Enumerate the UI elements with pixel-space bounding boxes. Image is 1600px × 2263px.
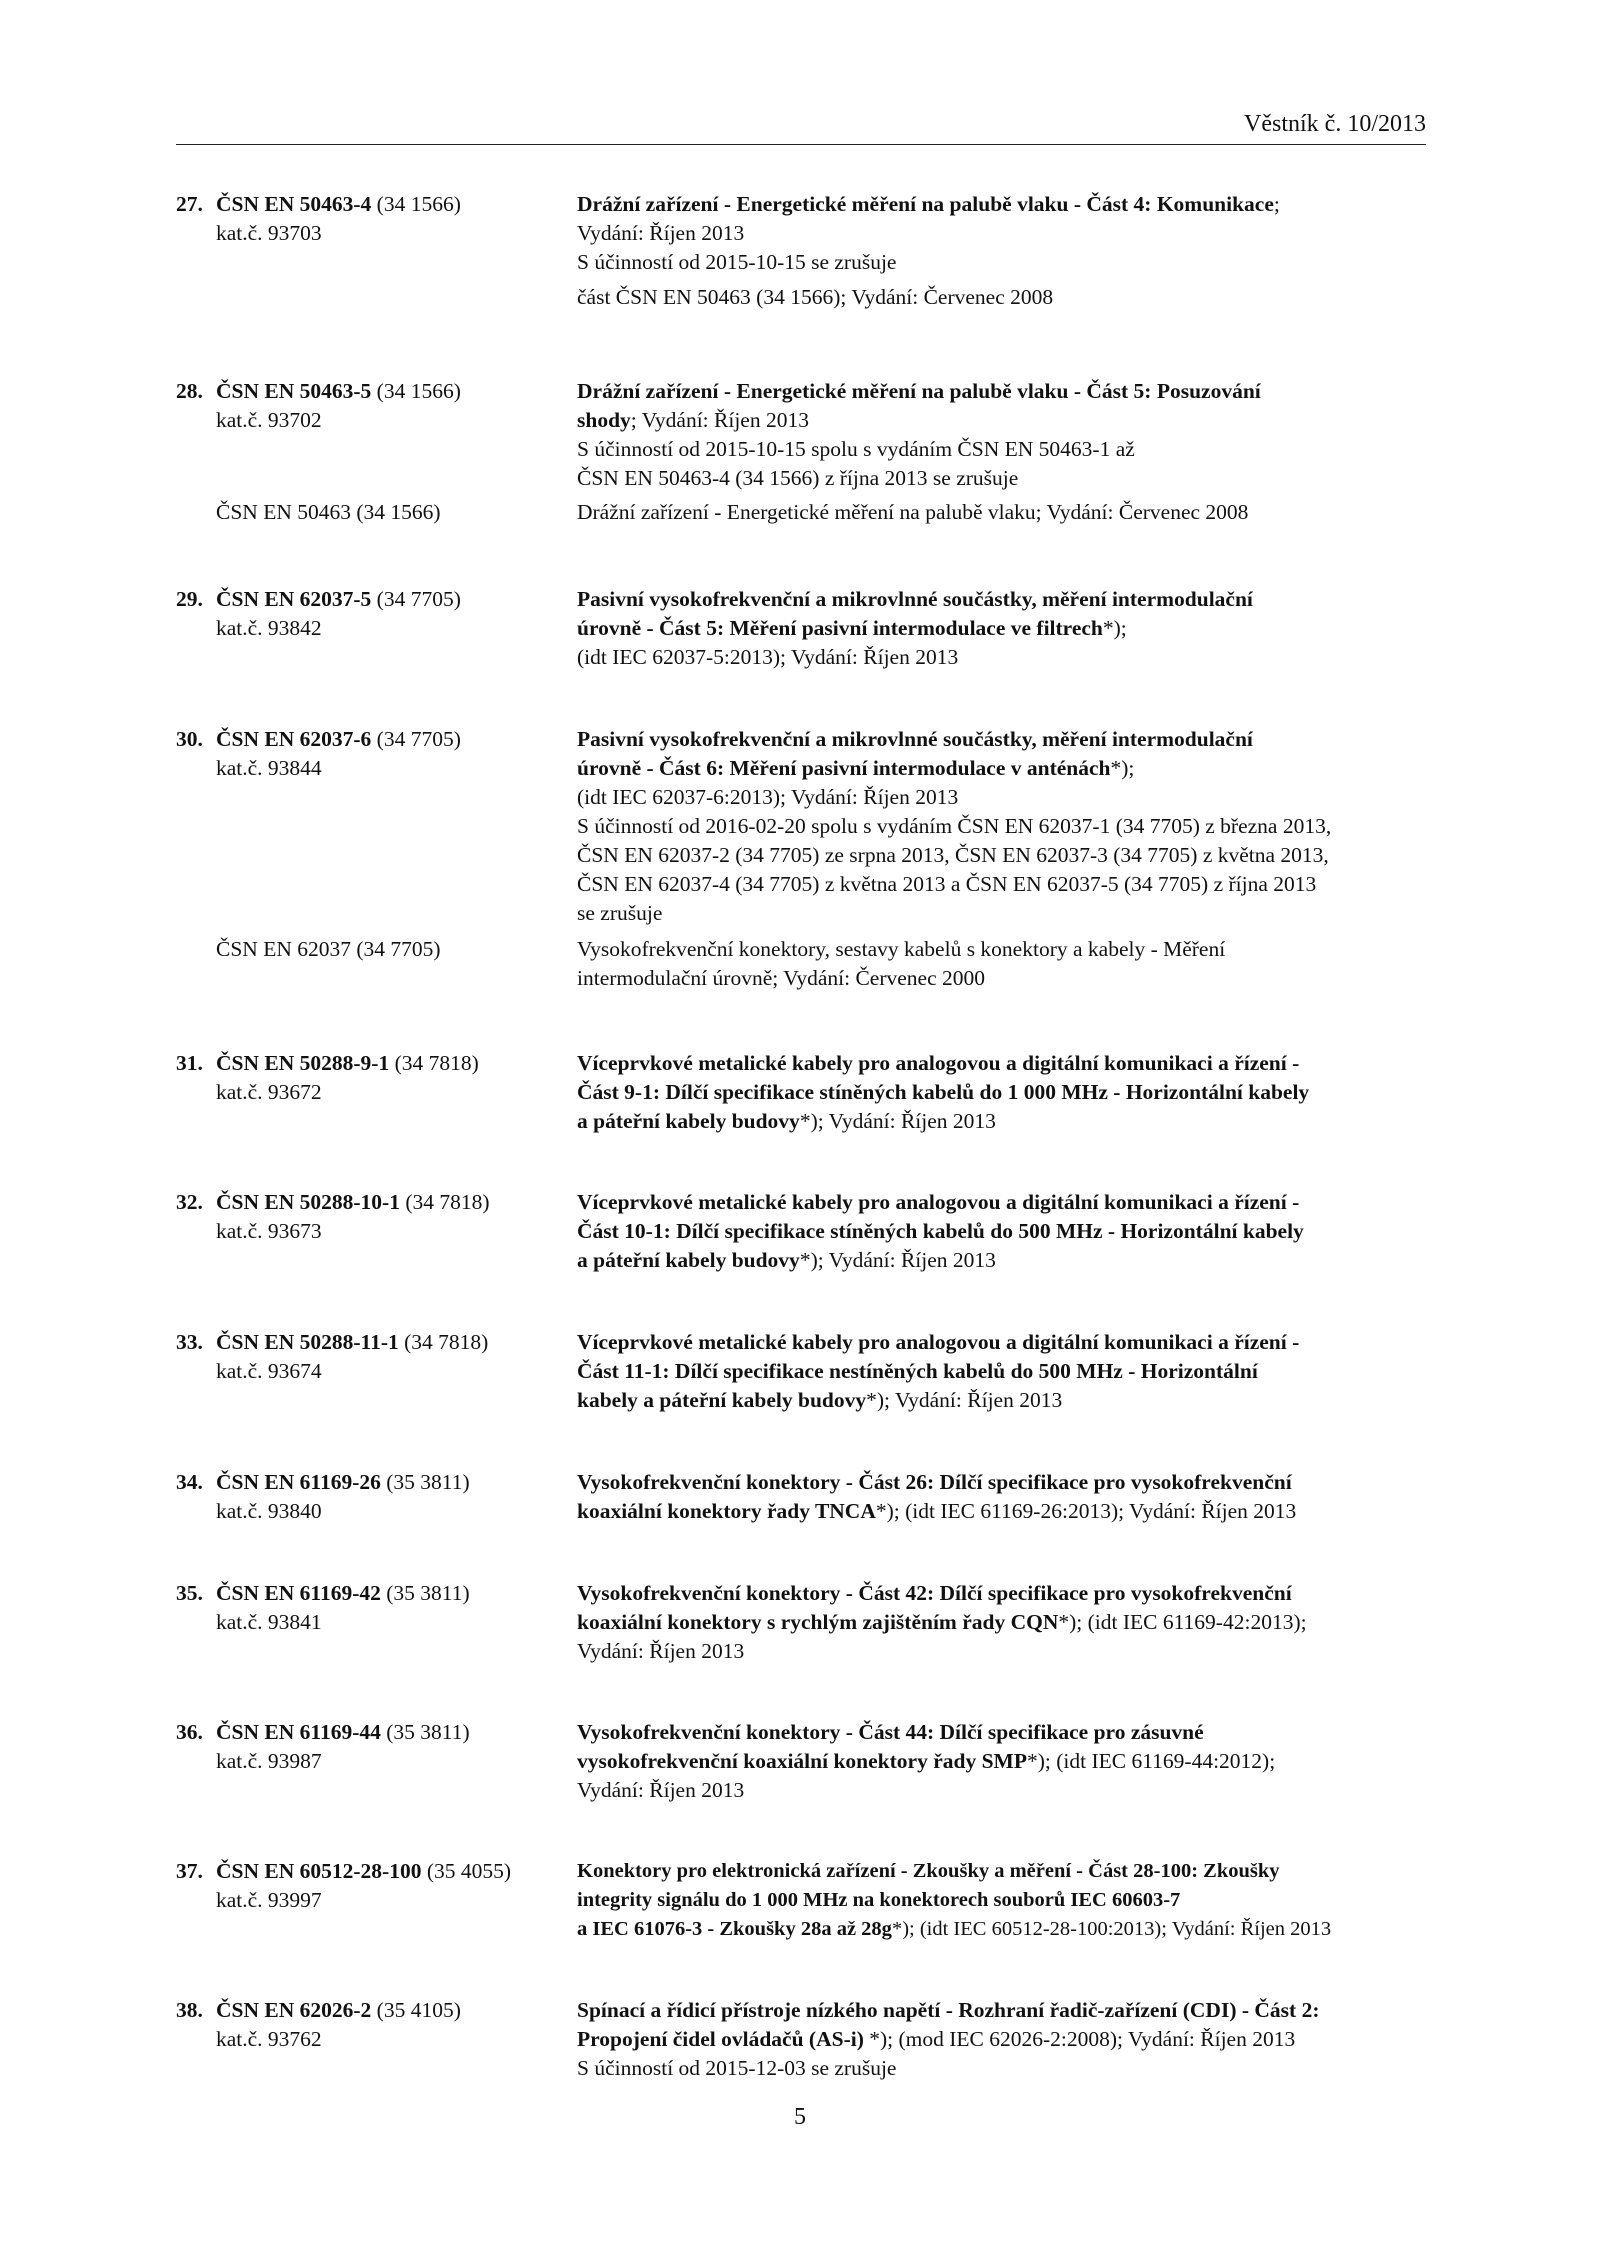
standard-description: Konektory pro elektronická zařízení - Zkoušky a měření - Část 28-100: Zkoušky integrity signálu do 1 000 MHz na konektorech souborů IEC 60603-7 a IEC 61076-3 - Zkoušky 28a až 28g*); (idt IEC 60512-28-100:2013); Vydání: Říjen 2013 (577, 1860, 1332, 1940)
standard-class: (35 3811) (386, 1720, 470, 1744)
standard-description: Pasivní vysokofrekvenční a mikrovlnné součástky, měření intermodulační úrovně - Část 5: Měření pasivní intermodulace ve filtrech*); (idt IEC 62037-5:2013); Vydání: Říjen 2013 (577, 587, 1253, 669)
catalog-number: kat.č. 93840 (216, 1499, 322, 1523)
standard-description: Vysokofrekvenční konektory - Část 44: Dílčí specifikace pro zásuvné vysokofrekvenční koaxiální konektory řady SMP*); (idt IEC 61169-44:2012); Vydání: Říjen 2013 (577, 1720, 1276, 1802)
catalog-number: kat.č. 93673 (216, 1219, 322, 1243)
standard-class: (34 7818) (394, 1051, 479, 1075)
standard-description: Víceprvkové metalické kabely pro analogovou a digitální komunikaci a řízení - Část 9-1: Dílčí specifikace stíněných kabelů do 1 000 MHz - Horizontální kabely a páteřní kabely budovy*); Vydání: Říjen 2013 (577, 1051, 1310, 1133)
standard-id: 35. ČSN EN 61169-42 (35 3811) kat.č. 93841 (176, 1579, 576, 1637)
catalog-number: kat.č. 93674 (216, 1359, 322, 1383)
standard-id: 37. ČSN EN 60512-28-100 (35 4055) kat.č. 93997 (176, 1857, 576, 1915)
standard-description: Víceprvkové metalické kabely pro analogovou a digitální komunikaci a řízení - Část 11-1: Dílčí specifikace nestíněných kabelů do 500 MHz - Horizontální kabely a páteřní kabely budovy*); Vydání: Říjen 2013 (577, 1330, 1300, 1412)
catalog-number: kat.č. 93844 (216, 756, 322, 780)
standard-code: ČSN EN 61169-44 (216, 1720, 381, 1744)
standard-description: Víceprvkové metalické kabely pro analogovou a digitální komunikaci a řízení - Část 10-1: Dílčí specifikace stíněných kabelů do 500 MHz - Horizontální kabely a páteřní kabely budovy*); Vydání: Říjen 2013 (577, 1190, 1304, 1272)
standard-code: ČSN EN 50463-5 (216, 379, 372, 403)
standard-class: (34 7705) (376, 587, 461, 611)
journal-title: Věstník č. 10/2013 (1244, 111, 1426, 137)
standard-class: (35 4055) (426, 1859, 512, 1883)
standard-id: 32. ČSN EN 50288-10-1 (34 7818) kat.č. 93673 (176, 1188, 576, 1246)
standard-code: ČSN EN 50288-11-1 (216, 1330, 399, 1354)
page-header (176, 108, 1426, 145)
standard-class: (35 4105) (376, 1998, 461, 2022)
catalog-number: kat.č. 93997 (216, 1888, 322, 1912)
standard-code: ČSN EN 62037-6 (216, 727, 372, 751)
standard-class: (34 7818) (405, 1190, 490, 1214)
catalog-number: kat.č. 93762 (216, 2027, 322, 2051)
catalog-number: kat.č. 93841 (216, 1610, 322, 1634)
standard-class: (34 7818) (404, 1330, 489, 1354)
standard-class: (34 1566) (376, 192, 461, 216)
page-number: 5 (794, 2104, 806, 2130)
standard-description: Vysokofrekvenční konektory - Část 26: Dílčí specifikace pro vysokofrekvenční koaxiální konektory řady TNCA*); (idt IEC 61169-26:2013); Vydání: Říjen 2013 (577, 1470, 1297, 1523)
standard-description: Drážní zařízení - Energetické měření na palubě vlaku - Část 4: Komunikace; Vydání: Říjen 2013 S účinností od 2015-10-15 se zrušuje část ČSN EN 50463 (34 1566); Vydání: Červenec 2008 (577, 192, 1280, 309)
catalog-number: kat.č. 93842 (216, 616, 322, 640)
standard-class: (34 1566) (376, 379, 461, 403)
standard-id: 33. ČSN EN 50288-11-1 (34 7818) kat.č. 93674 (176, 1328, 576, 1386)
standard-description: Drážní zařízení - Energetické měření na palubě vlaku - Část 5: Posuzování shody; Vydání: Říjen 2013 S účinností od 2015-10-15 spolu s vydáním ČSN EN 50463-1 až ČSN EN 50463-4 (34 1566) z října 2013 se zrušuje (577, 379, 1261, 490)
standard-id: 27. ČSN EN 50463-4 (34 1566) kat.č. 93703 (176, 190, 576, 248)
standard-code: ČSN EN 61169-26 (216, 1470, 381, 1494)
catalog-number: kat.č. 93672 (216, 1080, 322, 1104)
standard-code: ČSN EN 50288-9-1 (216, 1051, 390, 1075)
standard-id: 34. ČSN EN 61169-26 (35 3811) kat.č. 93840 (176, 1468, 576, 1526)
standard-description: Pasivní vysokofrekvenční a mikrovlnné součástky, měření intermodulační úrovně - Část 6: Měření pasivní intermodulace v anténách*); (idt IEC 62037-6:2013); Vydání: Říjen 2013 S účinností od 2016-02-20 spolu s vydáním ČSN EN 62037-1 (34 7705) z března 2013, ČSN EN 62037-2 (34 7705) ze srpna 2013, ČSN EN 62037-3 (34 7705) z května 2013, ČSN EN 62037-4 (34 7705) z května 2013 a ČSN EN 62037-5 (34 7705) z října 2013 se zrušuje (577, 727, 1332, 925)
catalog-number: kat.č. 93702 (216, 408, 322, 432)
standard-code: ČSN EN 60512-28-100 (216, 1859, 422, 1883)
standard-class: (35 3811) (386, 1470, 470, 1494)
standard-description: Spínací a řídicí přístroje nízkého napětí - Rozhraní řadič-zařízení (CDI) - Část 2: Propojení čidel ovládačů (AS-i) *); (mod IEC 62026-2:2008); Vydání: Říjen 2013 S účinností od 2015-12-03 se zrušuje (577, 1998, 1320, 2080)
standard-id: 36. ČSN EN 61169-44 (35 3811) kat.č. 93987 (176, 1718, 576, 1776)
standard-description: Vysokofrekvenční konektory - Část 42: Dílčí specifikace pro vysokofrekvenční koaxiální konektory s rychlým zajištěním řady CQN*); (idt IEC 61169-42:2013); Vydání: Říjen 2013 (577, 1581, 1307, 1663)
catalog-number: kat.č. 93703 (216, 221, 322, 245)
catalog-number: kat.č. 93987 (216, 1749, 322, 1773)
standard-id: 38. ČSN EN 62026-2 (35 4105) kat.č. 93762 (176, 1996, 576, 2054)
standard-id: 29. ČSN EN 62037-5 (34 7705) kat.č. 93842 (176, 585, 576, 643)
standard-code: ČSN EN 61169-42 (216, 1581, 381, 1605)
standard-id: 30. ČSN EN 62037-6 (34 7705) kat.č. 93844 (176, 725, 576, 783)
standard-id: 31. ČSN EN 50288-9-1 (34 7818) kat.č. 93672 (176, 1049, 576, 1107)
standard-class: (34 7705) (376, 727, 461, 751)
standard-code: ČSN EN 50463-4 (216, 192, 372, 216)
standard-id: 28. ČSN EN 50463-5 (34 1566) kat.č. 93702 (176, 377, 576, 435)
standard-code: ČSN EN 62037-5 (216, 587, 372, 611)
standard-class: (35 3811) (386, 1581, 470, 1605)
standard-code: ČSN EN 50288-10-1 (216, 1190, 400, 1214)
standard-code: ČSN EN 62026-2 (216, 1998, 372, 2022)
